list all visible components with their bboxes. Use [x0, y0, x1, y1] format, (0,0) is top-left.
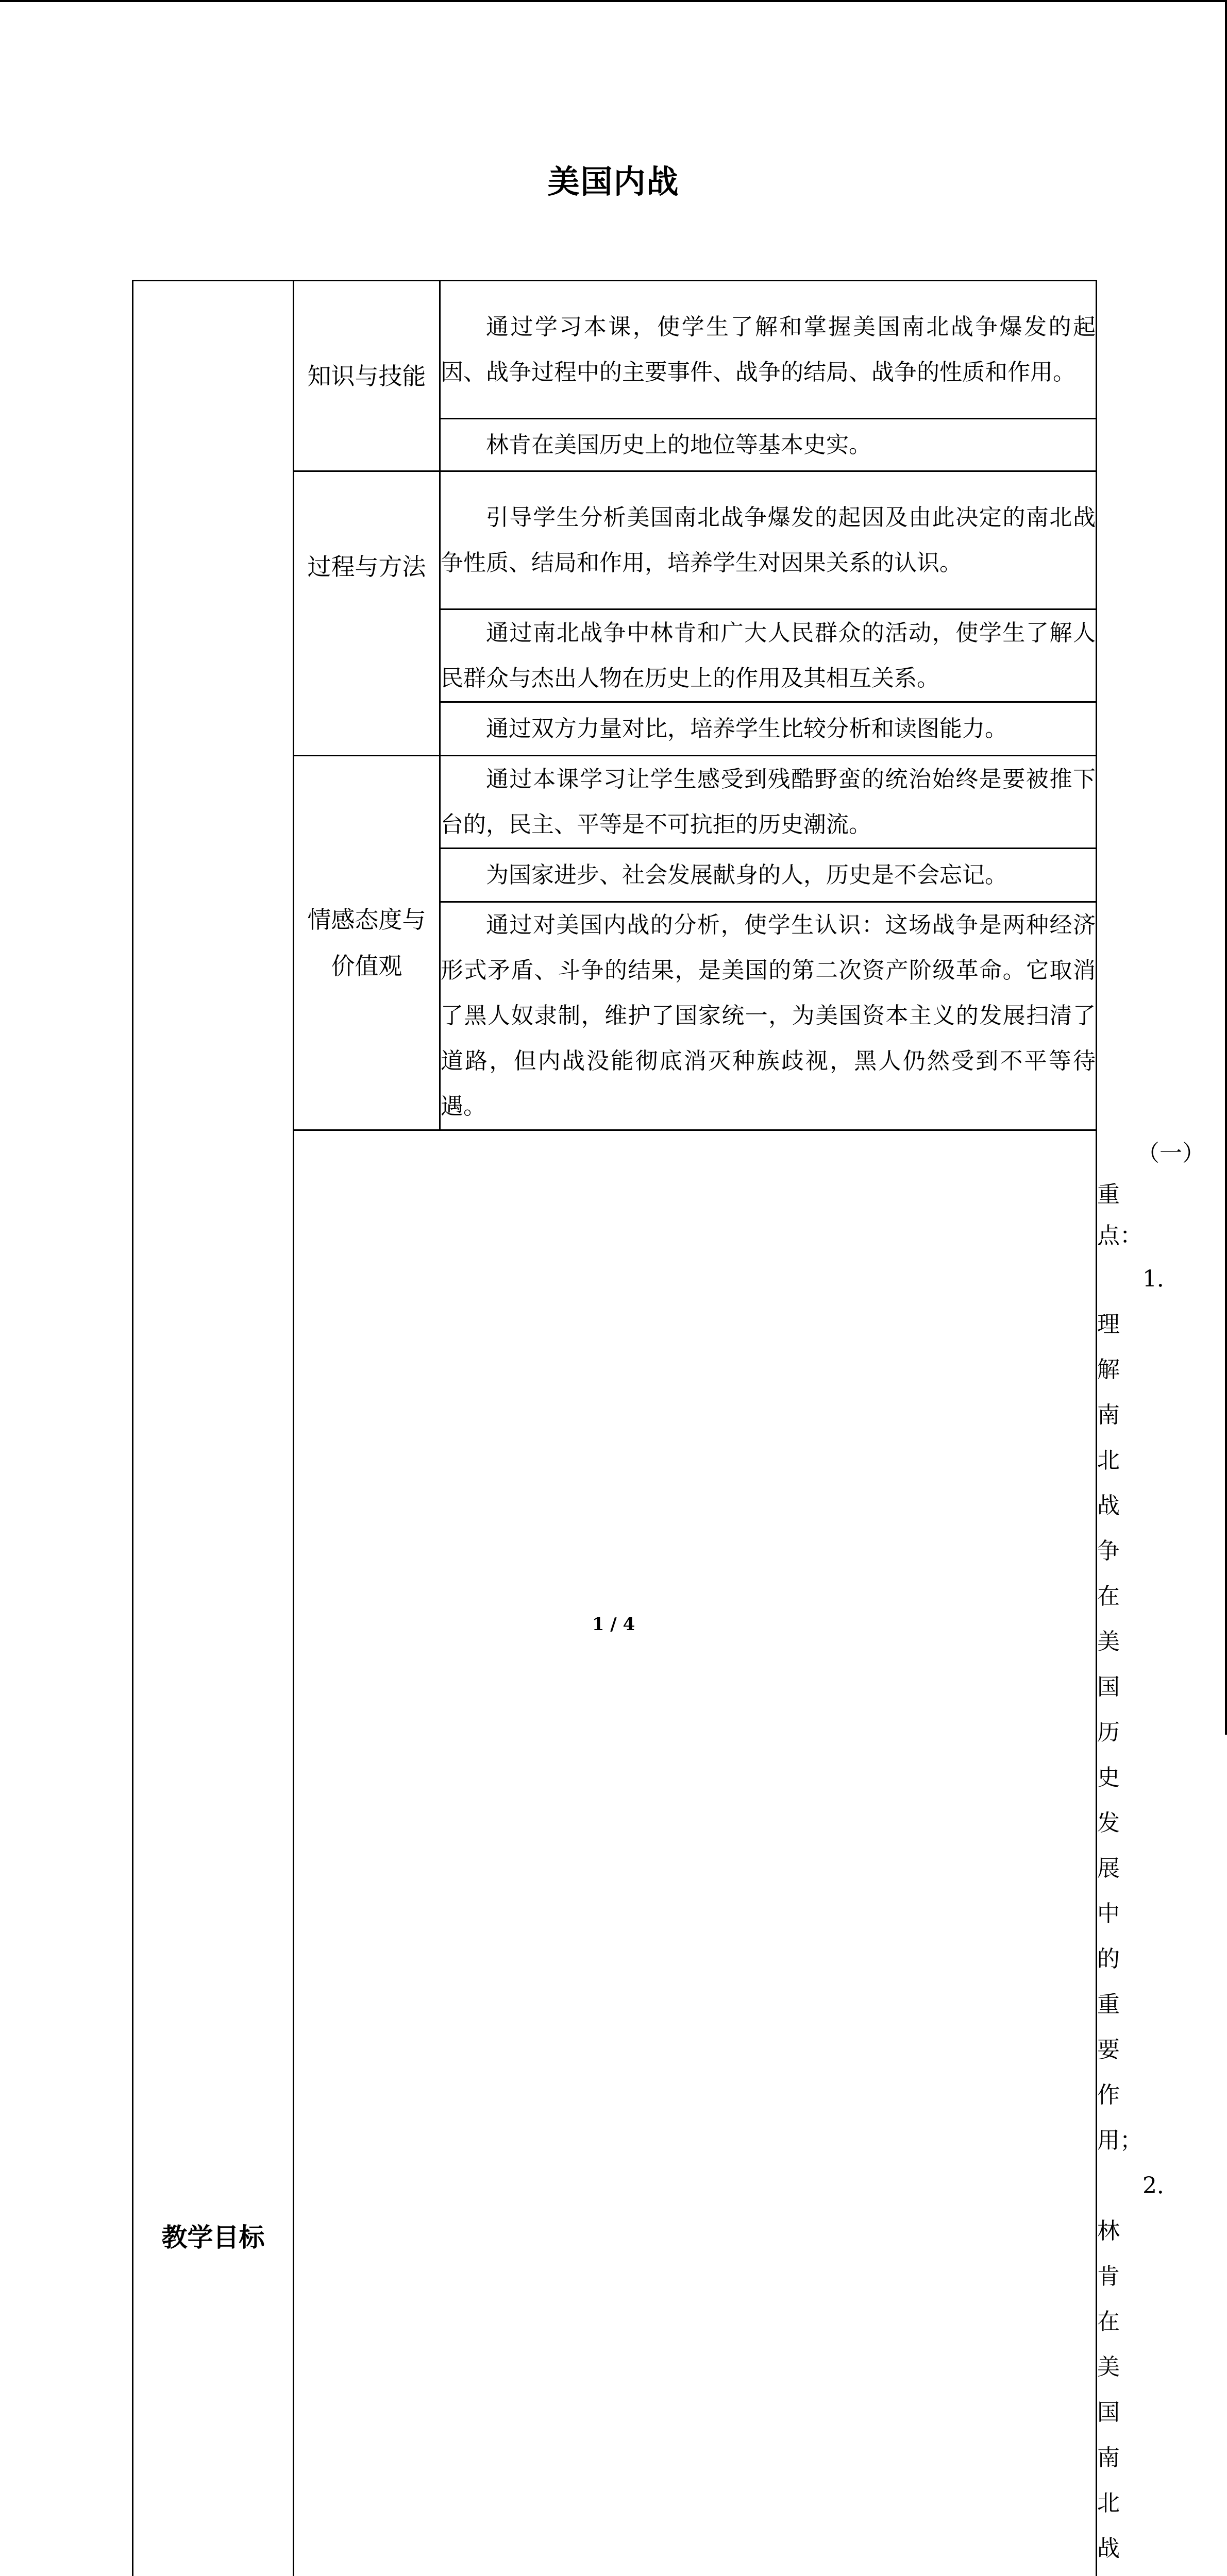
key-points-label [294, 1130, 1097, 2576]
lesson-plan-table [132, 280, 1097, 2576]
objective-paragraph: 通过本课学习让学生感受到残酷野蛮的统治始终是要被推下台的，民主、平等是不可抗拒的历史潮流。 [440, 756, 1097, 849]
objective-paragraph: 通过南北战争中林肯和广大人民群众的活动，使学生了解人民群众与杰出人物在历史上的作用及其相互关系。 [440, 609, 1097, 702]
table-row [133, 281, 1097, 419]
objective-paragraph: 为国家进步、社会发展献身的人，历史是不会忘记。 [440, 849, 1097, 902]
page-top-rule [0, 0, 1227, 2]
attitude-values-label [294, 756, 440, 1130]
objective-paragraph: 林肯在美国历史上的地位等基本史实。 [440, 419, 1097, 471]
attitude-values-label-line2: 价值观 [294, 943, 439, 989]
objectives-label: 教学目标 [133, 281, 294, 2576]
page-indicator: 1 / 4 [0, 1612, 1227, 1637]
knowledge-skills-label: 知识与技能 [294, 281, 440, 471]
document-title: 美国内战 [0, 159, 1227, 205]
objective-paragraph: 通过双方力量对比，培养学生比较分析和读图能力。 [440, 702, 1097, 756]
objective-paragraph: 通过对美国内战的分析，使学生认识：这场战争是两种经济形式矛盾、斗争的结果，是美国的第二次资产阶级革命。它取消了黑人奴隶制，维护了国家统一，为美国资本主义的发展扫清了道路，但内战没能彻底消灭种族歧视，黑人仍然受到不平等待遇。 [440, 902, 1097, 1130]
objective-paragraph: 引导学生分析美国南北战争爆发的起因及由此决定的南北战争性质、结局和作用，培养学生对因果关系的认识。 [440, 471, 1097, 609]
objective-paragraph: 通过学习本课，使学生了解和掌握美国南北战争爆发的起因、战争过程中的主要事件、战争的结局、战争的性质和作用。 [440, 281, 1097, 419]
table-row: （一）重点： 1．理解南北战争在美国历史发展中的重要作用； 2．林肯在美国南北战 [133, 1130, 1097, 2576]
process-methods-label: 过程与方法 [294, 471, 440, 756]
page-right-rule [1225, 0, 1227, 1735]
attitude-values-label-line1: 情感态度与 [294, 896, 439, 943]
